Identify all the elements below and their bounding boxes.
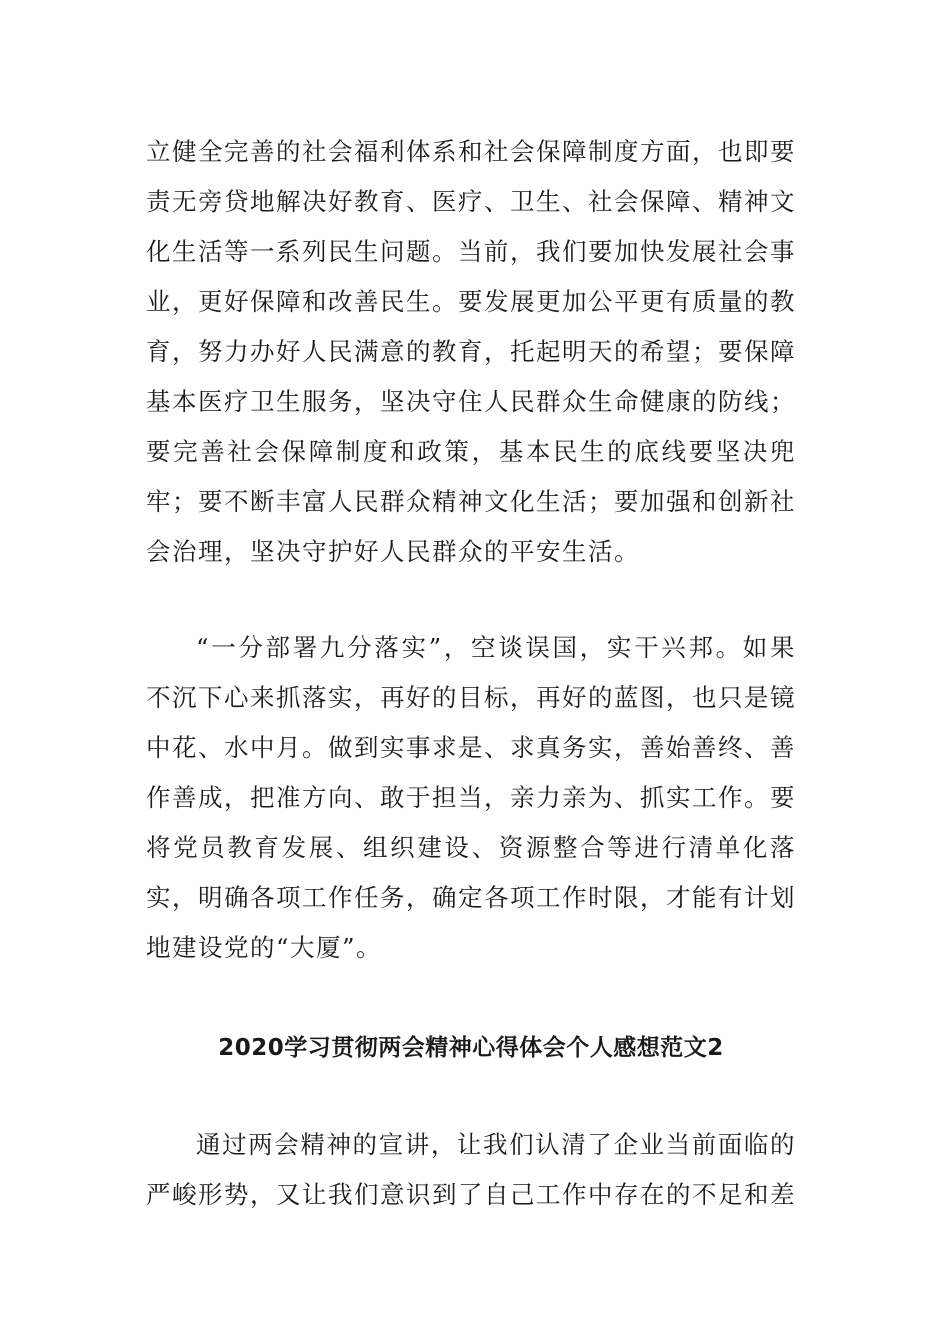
section-heading: 2020学习贯彻两会精神心得体会个人感想范文2 <box>218 1035 724 1061</box>
paragraph-two-sessions: 通过两会精神的宣讲，让我们认清了企业当前面临的严峻形势，又让我们意识到了自己工作中存在的不足和差 <box>146 1130 796 1209</box>
paragraph-implementation: “一分部署九分落实”，空谈误国，实干兴邦。如果不沉下心来抓落实，再好的目标，再好的蓝图，也只是镜中花、水中月。做到实事求是、求真务实，善始善终、善作善成，把准方向、敢于担当，亲力亲为、抓实工作。要将党员教育发展、组织建设、资源整合等进行清单化落实，明确各项工作任务，确定各项工作时限，才能有计划地建设党的“大厦”。 <box>146 633 796 962</box>
paragraph-social-welfare: 立健全完善的社会福利体系和社会保障制度方面，也即要责无旁贷地解决好教育、医疗、卫生、社会保障、精神文化生活等一系列民生问题。当前，我们要加快发展社会事业，更好保障和改善民生。要发展更加公平更有质量的教育，努力办好人民满意的教育，托起明天的希望；要保障基本医疗卫生服务，坚决守住人民群众生命健康的防线；要完善社会保障制度和政策，基本民生的底线要坚决兜牢；要不断丰富人民群众精神文化生活；要加强和创新社会治理，坚决守护好人民群众的平安生活。 <box>146 137 796 566</box>
